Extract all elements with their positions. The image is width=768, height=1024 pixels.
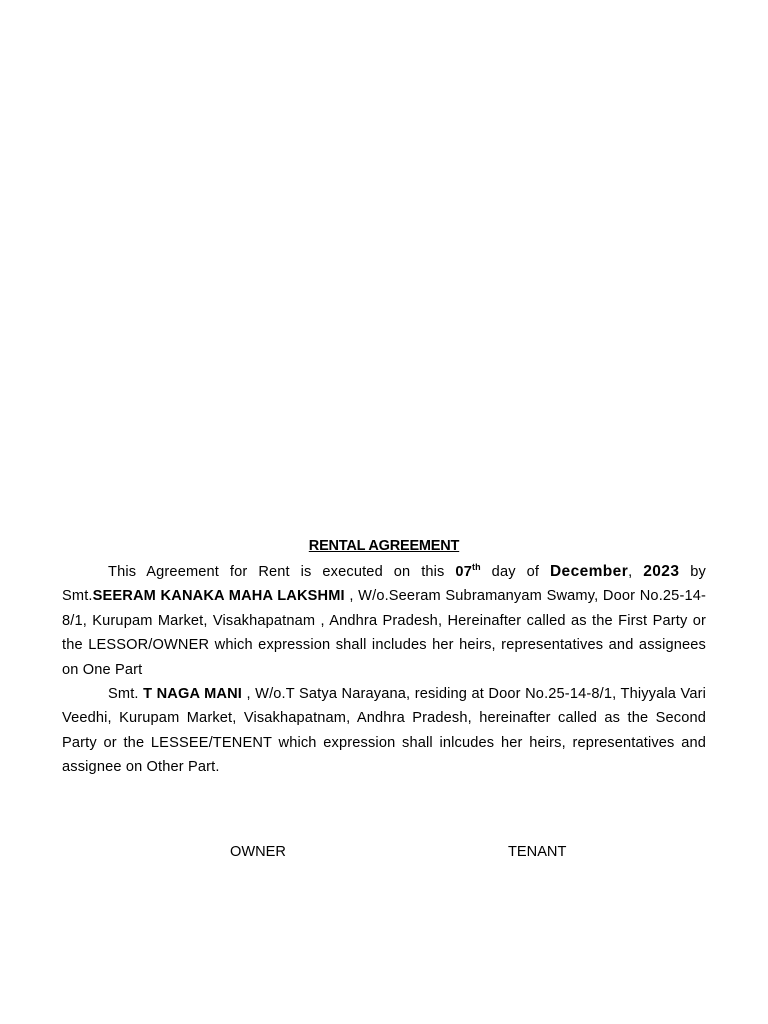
- document-title: RENTAL AGREEMENT: [308, 538, 460, 554]
- lessor-name: SEERAM KANAKA MAHA LAKSHMI: [92, 588, 345, 605]
- lessor-details: , W/o.Seeram Subramanyam Swamy, Door No.25-14-8/1, Kurupam Market, Visakhapatnam , Andhra Pradesh, Hereinafter called as the First Party or the LESSOR/OWNER which expression shall includes her heirs, representatives and assignees on One Part: [62, 588, 706, 678]
- agreement-month: December: [549, 563, 629, 580]
- lessee-paragraph: [62, 682, 706, 780]
- day-suffix: th: [471, 562, 481, 572]
- lessee-prefix: Smt.: [108, 686, 144, 703]
- lessee-details: , W/o.T Satya Narayana, residing at Door No.25-14-8/1, Thiyyala Vari Veedhi, Kurupam Market, Visakhapatnam, Andhra Pradesh, hereinafter called as the Second Party or the LESSEE/TENENT which expression shall inlcudes her heirs, representatives and assignee on Other Part.: [62, 686, 706, 776]
- by-text: by Smt.: [62, 564, 706, 605]
- lessee-name: T NAGA MANI: [143, 686, 242, 703]
- tenant-signature-label: TENANT: [508, 844, 567, 860]
- intro-text: This Agreement for Rent is executed on this: [108, 564, 456, 580]
- agreement-day: 07: [455, 564, 472, 580]
- owner-signature-label: OWNER: [230, 844, 286, 860]
- agreement-year: 2023: [643, 563, 680, 580]
- date-comma: ,: [628, 564, 644, 580]
- lessor-paragraph: [62, 560, 706, 682]
- agreement-body: [62, 560, 706, 780]
- day-of-text: day of: [480, 564, 550, 580]
